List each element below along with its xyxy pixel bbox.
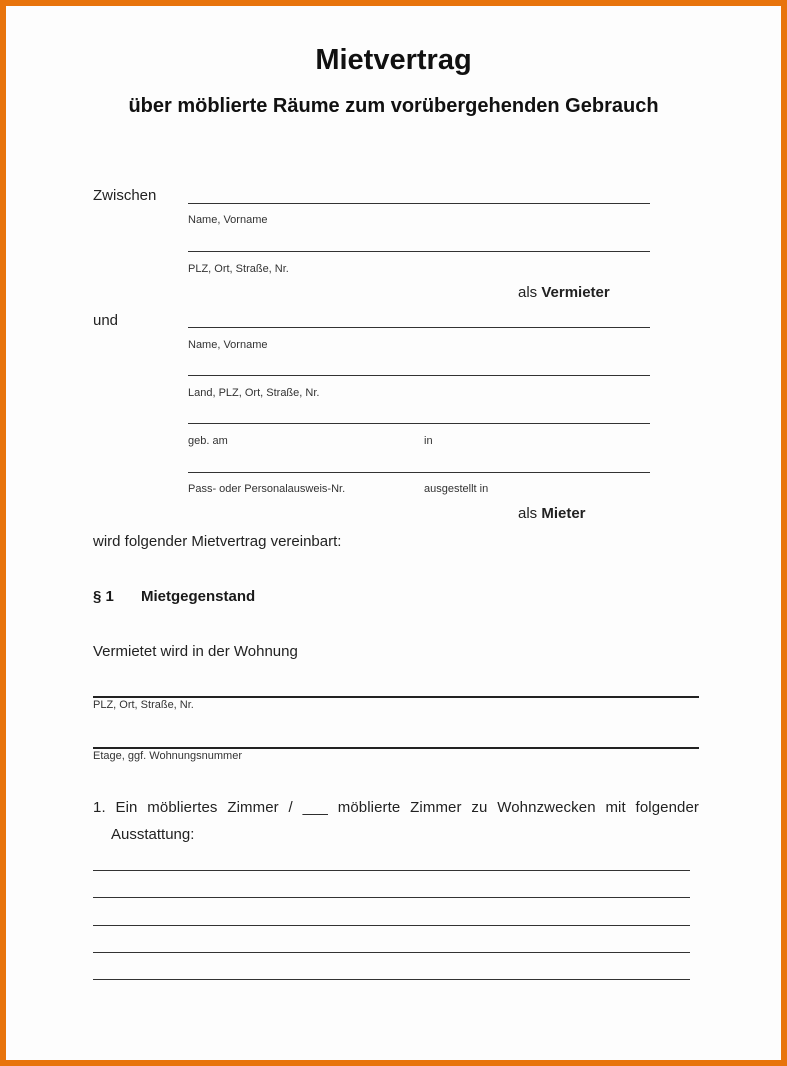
section-intro: Vermietet wird in der Wohnung [93, 643, 298, 660]
apartment-address-line[interactable] [93, 696, 699, 698]
tenant-id-caption: Pass- oder Personalausweis-Nr. [188, 483, 346, 495]
landlord-address-caption: PLZ, Ort, Straße, Nr. [188, 263, 289, 275]
item1-text-line2: Ausstattung: [111, 826, 195, 843]
document-title: Mietvertrag [315, 44, 472, 76]
item1-text-line1: 1. Ein möbliertes Zimmer / ___ möblierte Zimmer zu Wohnzwecken mit folgender [93, 799, 699, 816]
agreement-line: wird folgender Mietvertrag vereinbart: [93, 533, 342, 550]
landlord-role [518, 284, 610, 301]
apartment-address-caption: PLZ, Ort, Straße, Nr. [93, 699, 194, 711]
equipment-line-1[interactable] [93, 870, 690, 871]
section-heading: Mietgegenstand [141, 588, 256, 605]
tenant-role [518, 505, 586, 522]
tenant-role-prefix: als [518, 505, 542, 522]
floor-caption: Etage, ggf. Wohnungsnummer [93, 750, 242, 762]
tenant-birth-place-caption: in [424, 435, 433, 447]
equipment-line-3[interactable] [93, 925, 690, 926]
and-label: und [93, 312, 119, 329]
equipment-line-4[interactable] [93, 952, 690, 953]
tenant-issued-caption: ausgestellt in [424, 483, 489, 495]
document-subtitle: über möblierte Räume zum vorübergehenden Gebrauch [128, 95, 659, 117]
section-number: § 1 [93, 588, 114, 605]
tenant-address-caption: Land, PLZ, Ort, Straße, Nr. [188, 387, 320, 399]
landlord-role-label: Vermieter [541, 284, 610, 301]
equipment-line-2[interactable] [93, 897, 690, 898]
tenant-birth-line[interactable] [188, 423, 650, 424]
tenant-name-line[interactable] [188, 327, 650, 328]
tenant-role-label: Mieter [541, 505, 586, 522]
equipment-line-5[interactable] [93, 979, 690, 980]
landlord-name-caption: Name, Vorname [188, 214, 268, 226]
floor-line[interactable] [93, 747, 699, 749]
tenant-id-line[interactable] [188, 472, 650, 473]
landlord-name-line[interactable] [188, 203, 650, 204]
tenant-birth-caption: geb. am [188, 435, 228, 447]
landlord-address-line[interactable] [188, 251, 650, 252]
between-label: Zwischen [93, 187, 157, 204]
landlord-role-prefix: als [518, 284, 542, 301]
tenant-name-caption: Name, Vorname [188, 339, 268, 351]
tenant-address-line[interactable] [188, 375, 650, 376]
